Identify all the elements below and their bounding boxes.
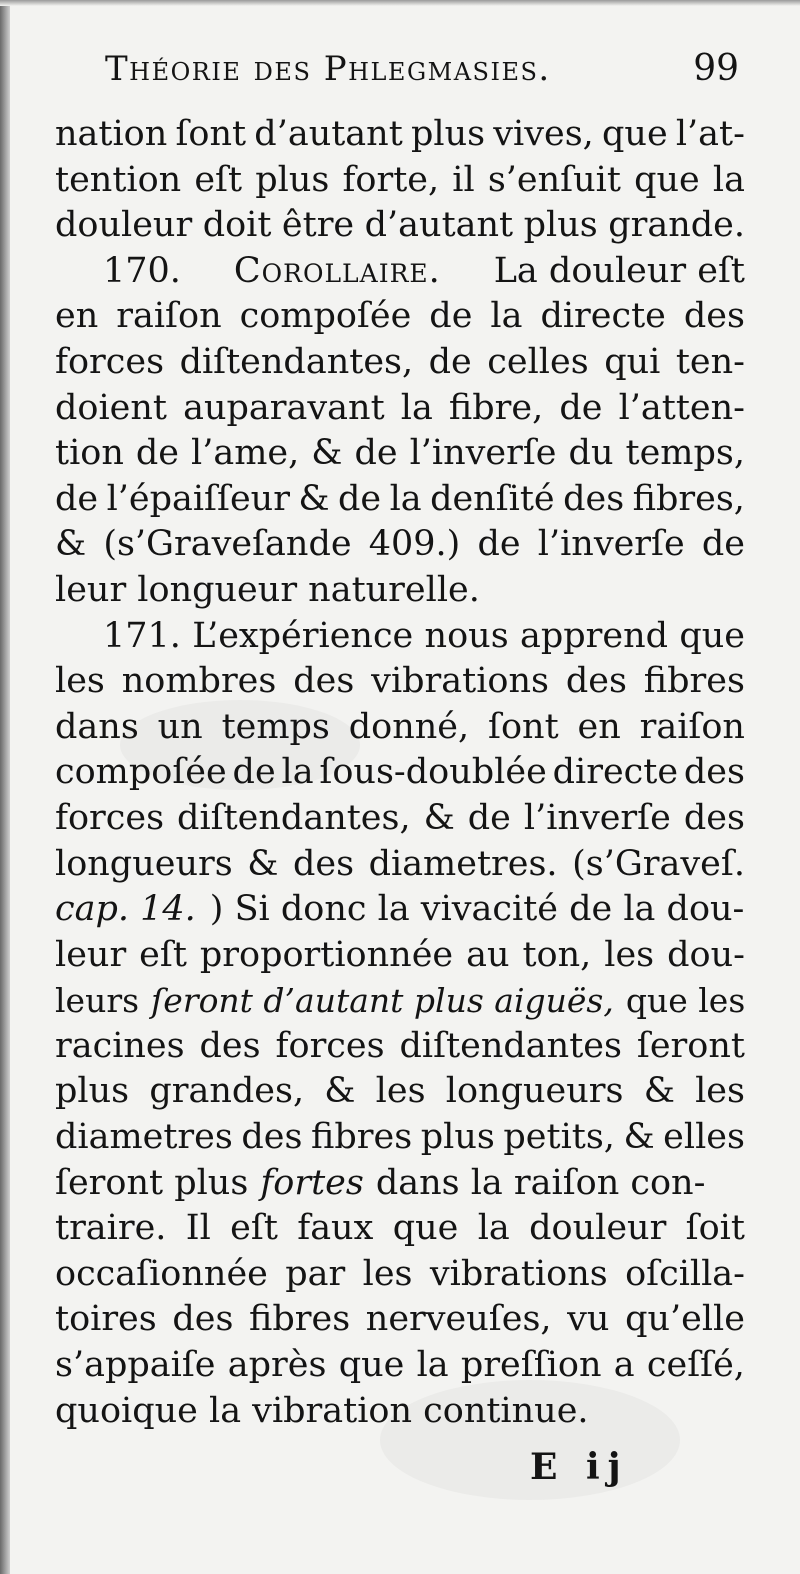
word: compoſée <box>55 752 227 793</box>
word: plus <box>410 114 486 154</box>
word: ten- <box>675 341 745 382</box>
word: denſité <box>430 478 555 519</box>
word: plus <box>523 205 598 246</box>
word: diſtendantes <box>399 1025 622 1066</box>
word: tention <box>55 159 182 200</box>
word: temps, <box>625 433 745 474</box>
word: vibrations <box>429 1253 608 1294</box>
word: & <box>311 433 343 474</box>
word: vibrations <box>371 661 549 702</box>
text-line <box>55 1161 745 1207</box>
word: auparavant <box>183 387 385 428</box>
word: elles <box>663 1117 745 1158</box>
text-line <box>55 340 745 386</box>
word: doient <box>55 387 167 428</box>
word: & <box>324 1071 356 1112</box>
word: doit <box>202 205 272 246</box>
word: par <box>285 1253 346 1294</box>
emphasis-italic: ſeront d’autant plus aiguës, <box>151 981 614 1021</box>
word: s’appaiſe <box>55 1345 216 1386</box>
text-line <box>55 1115 745 1161</box>
word: ſont <box>175 114 247 154</box>
running-head <box>55 48 745 112</box>
word: des <box>199 1025 261 1066</box>
word: que <box>338 1345 405 1386</box>
word: que <box>392 1208 459 1249</box>
word: qui <box>604 341 661 382</box>
text-line <box>55 659 745 705</box>
word: dou- <box>667 934 745 975</box>
word: douleur <box>529 1208 667 1249</box>
word: temps <box>221 706 330 747</box>
citation-italic: cap. 14. <box>55 889 196 930</box>
word: L’expérience <box>192 615 414 656</box>
word: grandes, <box>149 1071 305 1112</box>
word: que <box>634 159 700 200</box>
word: forces <box>55 797 165 838</box>
word: les <box>375 1071 426 1112</box>
word: que <box>602 114 668 154</box>
word: fibres <box>643 661 745 702</box>
word: 409.) <box>368 524 461 565</box>
word: donné, <box>348 706 470 747</box>
word: des <box>565 661 627 702</box>
word: les <box>362 1253 413 1294</box>
word: toires <box>55 1299 157 1340</box>
word: ſeront <box>636 1025 745 1066</box>
catchword: E ij <box>530 1446 629 1488</box>
word: nerveuſes, <box>365 1299 552 1340</box>
word: être <box>281 205 355 246</box>
word: diſtendantes, <box>179 341 414 382</box>
word: & <box>423 797 455 838</box>
word: directe <box>540 296 666 337</box>
word: un <box>157 706 203 747</box>
word: la <box>712 159 745 200</box>
word: compoſée <box>239 296 412 337</box>
word: des <box>563 478 625 519</box>
word: Il <box>185 1208 211 1249</box>
word: des <box>172 1299 234 1340</box>
word: oſcilla- <box>625 1253 745 1294</box>
text-line <box>55 1024 745 1070</box>
text-line: quoique la vibration continue. <box>55 1390 589 1431</box>
page-gutter-shadow <box>0 0 10 1574</box>
text-line <box>55 522 745 568</box>
word: dans <box>55 706 139 747</box>
word: douleur <box>55 205 193 246</box>
emphasis-italic: fortes <box>260 1162 364 1203</box>
word: diametres. <box>368 843 558 884</box>
text-line <box>55 887 745 933</box>
word: de <box>135 433 180 474</box>
word: la <box>281 752 314 793</box>
word: raiſon <box>116 296 222 337</box>
word: eſt <box>230 1208 278 1249</box>
word: (s’Graveſande <box>103 524 352 565</box>
word: vu <box>567 1299 610 1340</box>
text-line <box>55 705 745 751</box>
word: tion <box>55 433 124 474</box>
text-segment: leurs <box>55 981 140 1021</box>
word: ſoit <box>685 1208 745 1249</box>
word: directe <box>552 752 679 793</box>
word: des <box>293 661 355 702</box>
word: plus <box>255 159 330 200</box>
page-number: 99 <box>693 48 739 89</box>
text-segment: dans la raiſon con- <box>375 1162 706 1203</box>
text-line <box>55 750 745 796</box>
word: raiſon <box>639 706 745 747</box>
word: preſſion <box>460 1345 602 1386</box>
word: diſtendantes, <box>177 797 411 838</box>
word: de <box>467 797 511 838</box>
word: l’inverſe <box>409 433 557 474</box>
word: proportionnée <box>199 934 454 975</box>
word: de <box>232 752 276 793</box>
word: les <box>695 1071 745 1112</box>
word: l’at- <box>675 114 745 154</box>
word: & <box>298 478 330 519</box>
text-line <box>55 158 745 204</box>
text-line <box>55 796 745 842</box>
word: traire. <box>55 1208 167 1249</box>
word: fibres, <box>632 478 745 519</box>
word: de <box>338 478 382 519</box>
running-title: Théorie des Phlegmasies. <box>105 49 551 89</box>
word: & <box>247 843 279 884</box>
word: des <box>292 843 355 884</box>
word: fibre, <box>448 387 544 428</box>
text-line <box>55 477 745 523</box>
word: des <box>683 752 745 793</box>
word: nombres <box>121 661 277 702</box>
word: il <box>452 159 475 200</box>
word: de <box>428 341 472 382</box>
word: de <box>429 296 473 337</box>
text-line <box>55 1297 745 1343</box>
word: des <box>683 797 745 838</box>
word: nous <box>424 615 509 656</box>
text-line <box>55 386 745 432</box>
word: d’autant <box>254 114 403 154</box>
word: & <box>55 524 87 565</box>
word: celles <box>487 341 589 382</box>
word: diametres <box>55 1117 233 1158</box>
page-top-shadow <box>0 0 800 6</box>
text-line <box>55 203 745 249</box>
word: eſt <box>194 159 243 200</box>
text-segment: La douleur eſt <box>493 250 745 291</box>
word: de <box>701 524 745 565</box>
word: a <box>613 1345 635 1386</box>
word: d’autant <box>364 205 514 246</box>
word: au <box>466 934 510 975</box>
word: l’inverſe <box>537 524 685 565</box>
word: plus <box>420 1117 495 1158</box>
word: de <box>559 387 603 428</box>
word: plus <box>55 1071 130 1112</box>
word: vives, <box>493 114 594 154</box>
word: de <box>354 433 398 474</box>
word: leur <box>55 934 127 975</box>
word: longueurs <box>55 843 233 884</box>
word: de <box>477 524 521 565</box>
word: fibres <box>311 1117 413 1158</box>
word: 171. <box>103 615 181 656</box>
paragraph-170-heading-line <box>55 249 745 295</box>
word: ceſſé, <box>646 1345 745 1386</box>
text-line <box>55 978 745 1024</box>
word: en <box>55 296 99 337</box>
word: après <box>227 1345 327 1386</box>
word: les <box>55 661 105 702</box>
word: la <box>400 387 433 428</box>
paragraph-number: 170. <box>103 250 181 291</box>
word: les <box>604 934 655 975</box>
text-segment: ) Si donc la vivacité de la dou- <box>209 889 745 930</box>
word: la <box>416 1345 449 1386</box>
word: (s’Graveſ. <box>572 843 745 884</box>
word: de <box>55 478 99 519</box>
word: apprend <box>519 615 669 656</box>
word: la <box>389 478 422 519</box>
word: & <box>643 1071 675 1112</box>
text-line <box>55 294 745 340</box>
word: l’épaiſſeur <box>106 478 290 519</box>
paragraph-heading: Corollaire. <box>233 250 441 291</box>
word: la <box>477 1208 510 1249</box>
word: que <box>679 615 745 656</box>
word: forte, <box>342 159 440 200</box>
word: eſt <box>139 934 187 975</box>
word: s’enſuit <box>487 159 621 200</box>
page-text <box>55 48 745 1434</box>
text-line <box>55 842 745 888</box>
word: nation <box>55 114 168 154</box>
text-line: leur longueur naturelle. <box>55 569 480 610</box>
text-line <box>55 1069 745 1115</box>
word: des <box>241 1117 303 1158</box>
word: fibres <box>249 1299 351 1340</box>
text-line <box>55 1343 745 1389</box>
word: longueurs <box>445 1071 624 1112</box>
word: l’ame, <box>191 433 300 474</box>
text-segment: que les <box>625 981 746 1021</box>
word: grande. <box>608 205 745 246</box>
word: occaſionnée <box>55 1253 268 1294</box>
text-line <box>55 112 745 158</box>
word: forces <box>55 341 165 382</box>
word: l’inverſe <box>523 797 671 838</box>
word: ſont <box>488 706 559 747</box>
word: l’atten- <box>618 387 745 428</box>
word: ſous-doublée <box>319 752 547 793</box>
paragraph-171-first-line <box>55 614 745 660</box>
word: racines <box>55 1025 185 1066</box>
word: qu’elle <box>625 1299 745 1340</box>
text-line <box>55 933 745 979</box>
word: faux <box>297 1208 374 1249</box>
word: en <box>577 706 621 747</box>
word: & <box>623 1117 655 1158</box>
text-segment: ſeront plus <box>55 1162 249 1203</box>
word: ton, <box>522 934 592 975</box>
word: petits, <box>503 1117 615 1158</box>
word: forces <box>275 1025 385 1066</box>
word: du <box>568 433 614 474</box>
word: des <box>683 296 745 337</box>
text-line <box>55 1252 745 1298</box>
text-line <box>55 1206 745 1252</box>
word: la <box>490 296 523 337</box>
text-line <box>55 431 745 477</box>
